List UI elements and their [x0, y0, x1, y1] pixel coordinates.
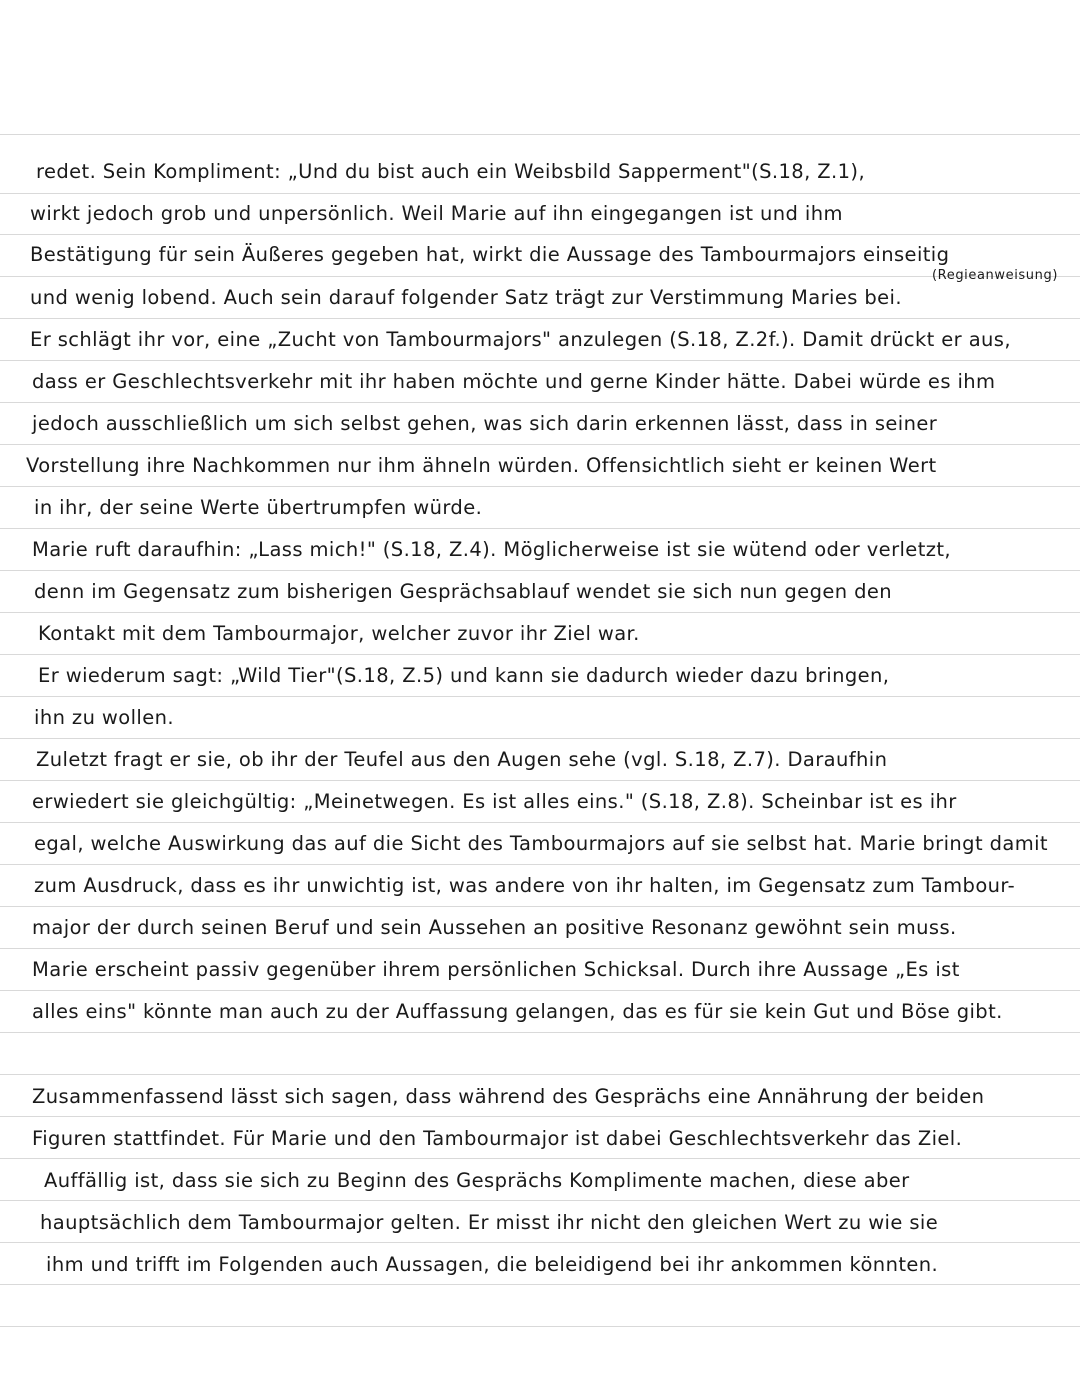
text-line: und wenig lobend. Auch sein darauf folgender Satz trägt zur Verstimmung Maries bei.	[30, 286, 902, 309]
text-line: Marie ruft daraufhin: „Lass mich!" (S.18, Z.4). Möglicherweise ist sie wütend oder verletzt,	[32, 538, 952, 561]
ruled-line	[0, 444, 1080, 445]
text-line: Zusammenfassend lässt sich sagen, dass während des Gesprächs eine Annährung der beiden	[32, 1085, 985, 1108]
ruled-line	[0, 193, 1080, 194]
ruled-line	[0, 570, 1080, 571]
ruled-line	[0, 402, 1080, 403]
margin-note: (Regieanweisung)	[932, 268, 1059, 283]
text-line: ihm und trifft im Folgenden auch Aussagen, die beleidigend bei ihr ankommen könnten.	[46, 1253, 939, 1276]
ruled-line	[0, 1326, 1080, 1327]
ruled-line	[0, 318, 1080, 319]
text-line: ihn zu wollen.	[34, 706, 174, 729]
text-line: redet. Sein Kompliment: „Und du bist auch ein Weibsbild Sapperment"(S.18, Z.1),	[36, 160, 866, 183]
text-line: Marie erscheint passiv gegenüber ihrem persönlichen Schicksal. Durch ihre Aussage „Es ist	[32, 958, 960, 981]
ruled-line	[0, 486, 1080, 487]
text-line: jedoch ausschließlich um sich selbst gehen, was sich darin erkennen lässt, dass in seiner	[32, 412, 938, 435]
text-line: Figuren stattfindet. Für Marie und den Tambourmajor ist dabei Geschlechtsverkehr das Ziel.	[32, 1127, 963, 1150]
ruled-line	[0, 1158, 1080, 1159]
ruled-line	[0, 1242, 1080, 1243]
ruled-line	[0, 528, 1080, 529]
ruled-line	[0, 780, 1080, 781]
text-line: Zuletzt fragt er sie, ob ihr der Teufel aus den Augen sehe (vgl. S.18, Z.7). Daraufhin	[36, 748, 888, 771]
ruled-line	[0, 948, 1080, 949]
text-line: dass er Geschlechtsverkehr mit ihr haben möchte und gerne Kinder hätte. Dabei würde es ihm	[32, 370, 996, 393]
text-line: Auffällig ist, dass sie sich zu Beginn des Gesprächs Komplimente machen, diese aber	[44, 1169, 910, 1192]
ruled-line	[0, 360, 1080, 361]
text-line: zum Ausdruck, dass es ihr unwichtig ist, was andere von ihr halten, im Gegensatz zum Tambour-	[34, 874, 1016, 897]
text-line: erwiedert sie gleichgültig: „Meinetwegen. Es ist alles eins." (S.18, Z.8). Scheinbar ist es ihr	[32, 790, 957, 813]
ruled-line	[0, 906, 1080, 907]
ruled-line	[0, 1074, 1080, 1075]
ruled-line	[0, 738, 1080, 739]
text-line: wirkt jedoch grob und unpersönlich. Weil Marie auf ihn eingegangen ist und ihm	[30, 202, 843, 225]
ruled-line	[0, 234, 1080, 235]
text-line: Vorstellung ihre Nachkommen nur ihm ähneln würden. Offensichtlich sieht er keinen Wert	[26, 454, 937, 477]
ruled-line	[0, 822, 1080, 823]
ruled-line	[0, 134, 1080, 135]
ruled-line	[0, 276, 1080, 277]
ruled-line	[0, 864, 1080, 865]
text-line: Er schlägt ihr vor, eine „Zucht von Tambourmajors" anzulegen (S.18, Z.2f.). Damit drückt er aus,	[30, 328, 1011, 351]
text-line: in ihr, der seine Werte übertrumpfen würde.	[34, 496, 483, 519]
ruled-line	[0, 1116, 1080, 1117]
ruled-line	[0, 654, 1080, 655]
text-line: hauptsächlich dem Tambourmajor gelten. Er misst ihr nicht den gleichen Wert zu wie sie	[40, 1211, 939, 1234]
text-line: egal, welche Auswirkung das auf die Sicht des Tambourmajors auf sie selbst hat. Marie bringt damit	[34, 832, 1048, 855]
ruled-line	[0, 612, 1080, 613]
text-line: alles eins" könnte man auch zu der Auffassung gelangen, das es für sie kein Gut und Böse gibt.	[32, 1000, 1003, 1023]
ruled-line	[0, 1032, 1080, 1033]
text-line: Bestätigung für sein Äußeres gegeben hat, wirkt die Aussage des Tambourmajors einseitig	[30, 243, 950, 266]
ruled-line	[0, 990, 1080, 991]
text-line: major der durch seinen Beruf und sein Aussehen an positive Resonanz gewöhnt sein muss.	[32, 916, 957, 939]
text-line: denn im Gegensatz zum bisherigen Gesprächsablauf wendet sie sich nun gegen den	[34, 580, 893, 603]
ruled-line	[0, 1284, 1080, 1285]
ruled-line	[0, 1200, 1080, 1201]
ruled-line	[0, 696, 1080, 697]
text-line: Er wiederum sagt: „Wild Tier"(S.18, Z.5) und kann sie dadurch wieder dazu bringen,	[38, 664, 890, 687]
text-line: Kontakt mit dem Tambourmajor, welcher zuvor ihr Ziel war.	[38, 622, 640, 645]
